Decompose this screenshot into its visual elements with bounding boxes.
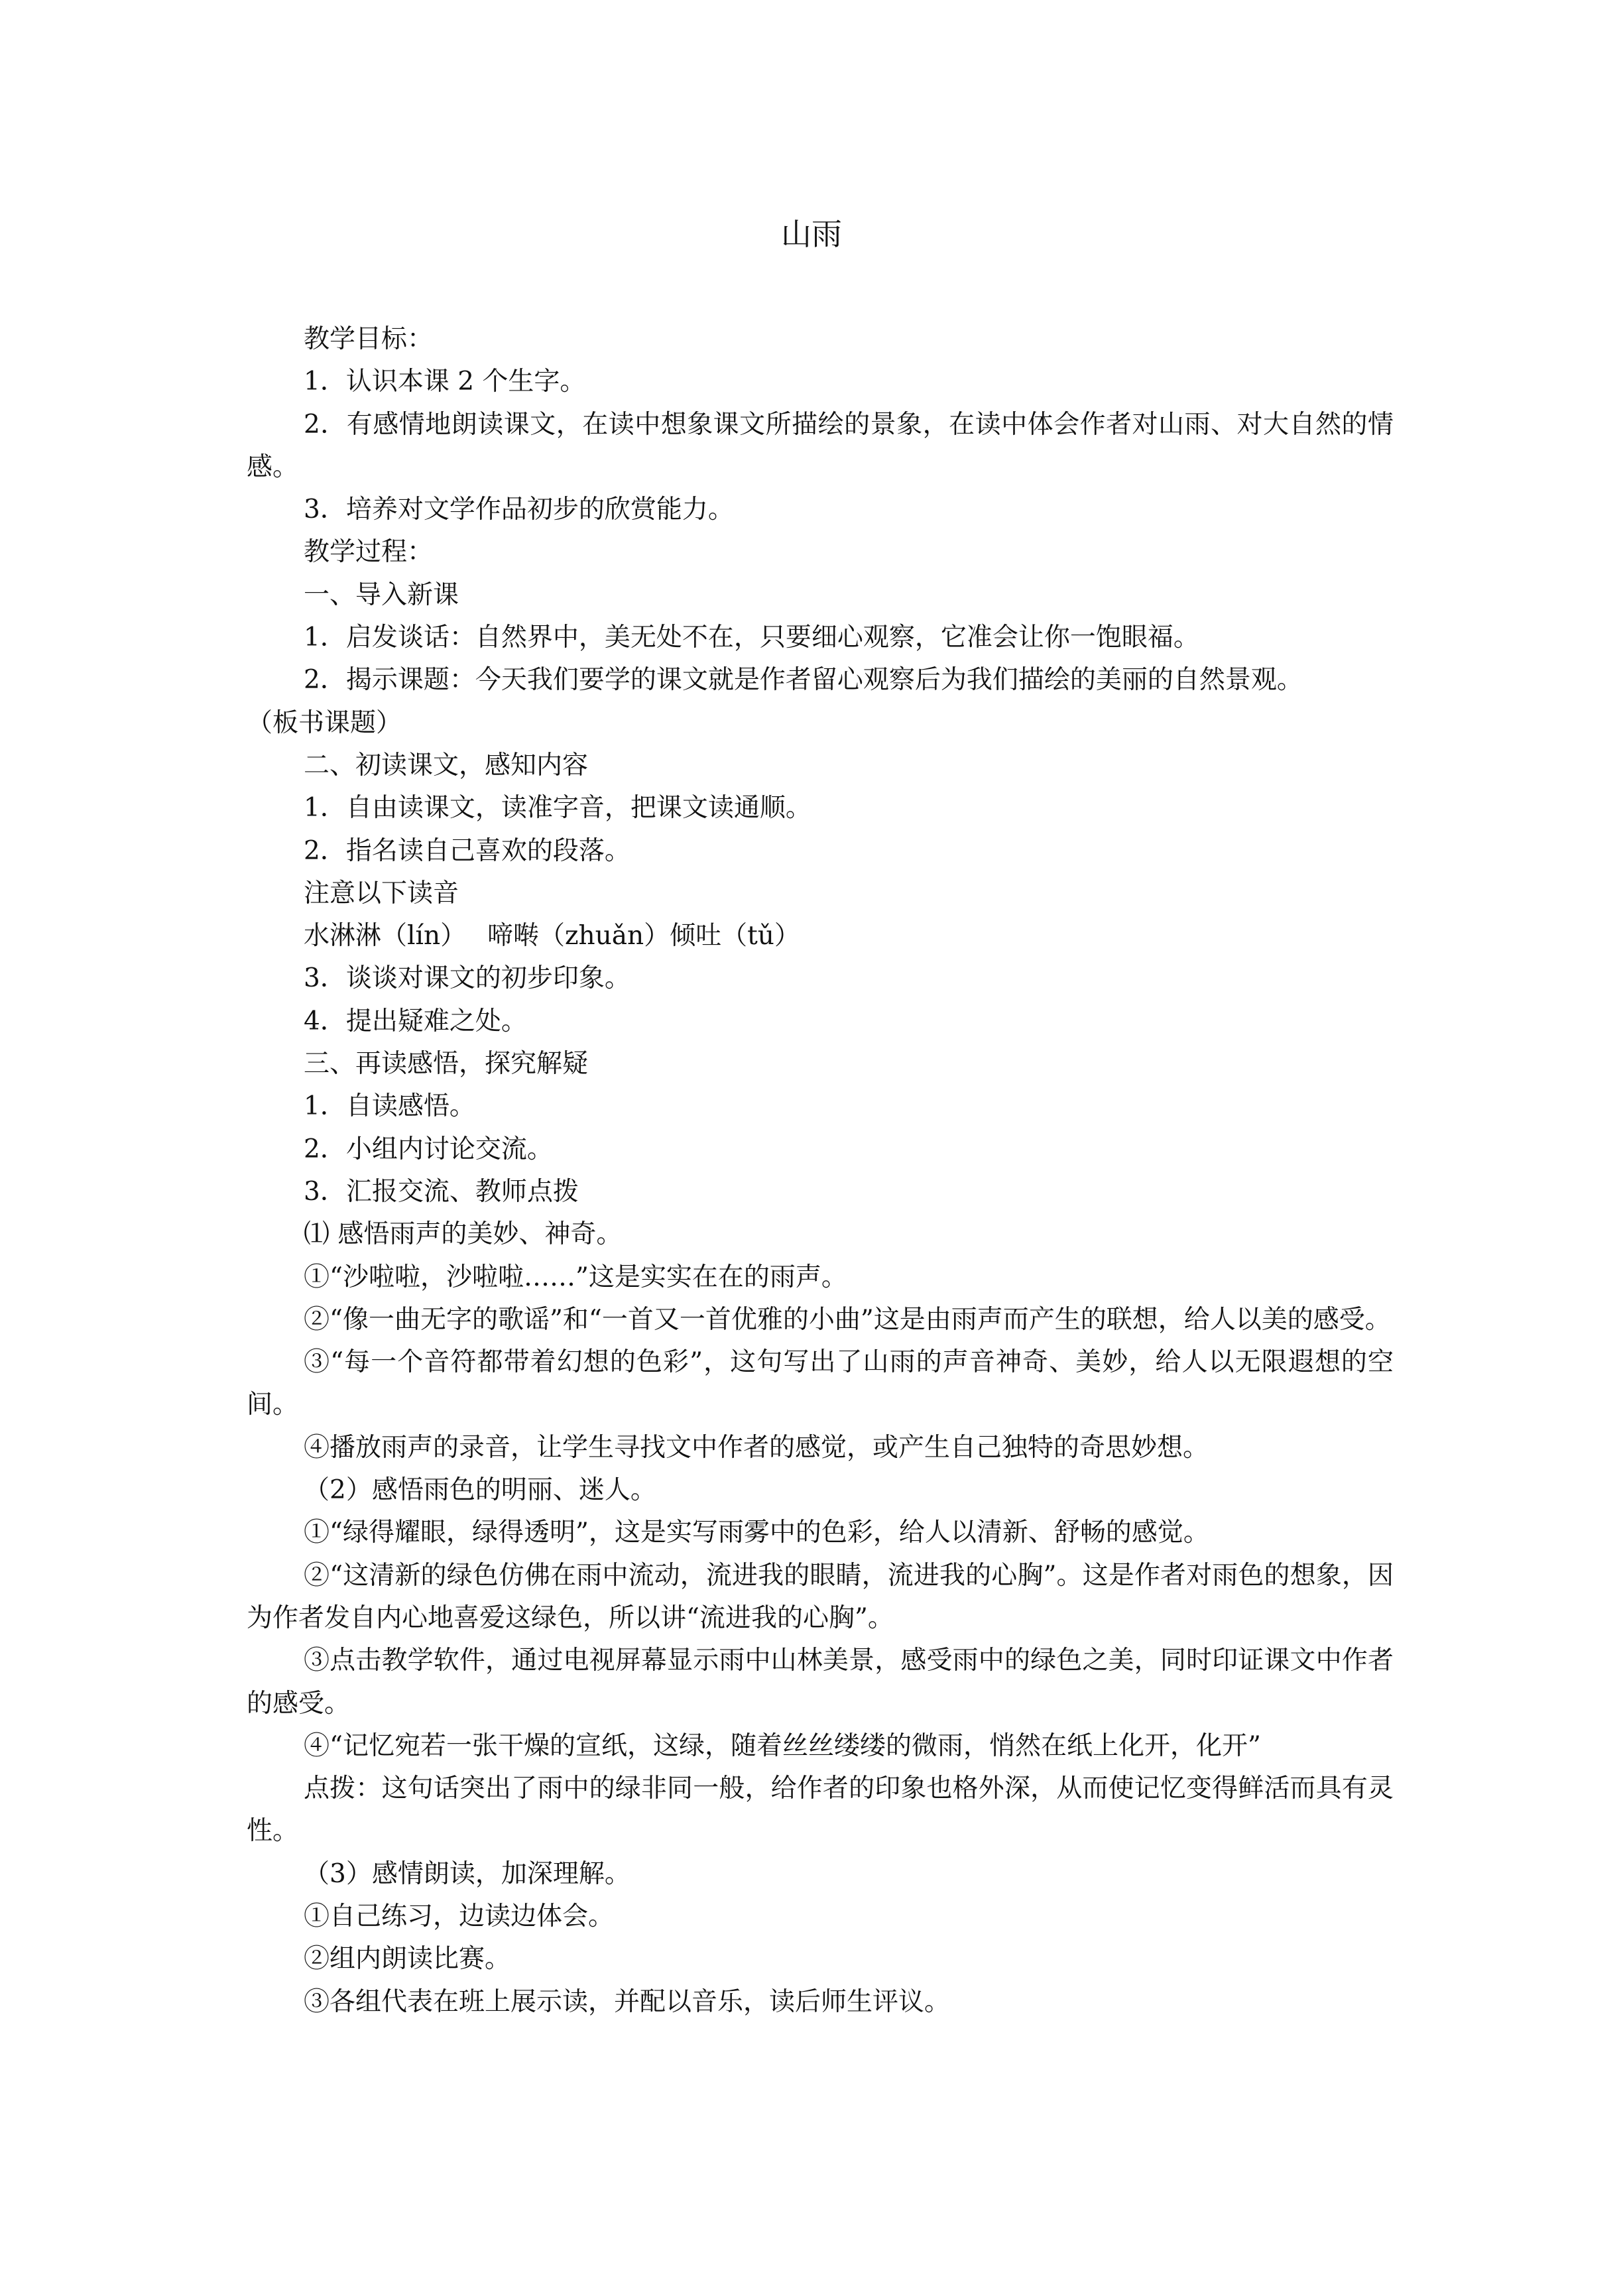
step-heading: 一、导入新课 bbox=[304, 579, 459, 610]
sub-item: ③各组代表在班上展示读，并配以音乐，读后师生评议。 bbox=[304, 1986, 951, 2017]
step-note: （板书课题） bbox=[247, 707, 402, 738]
step-item: 3．汇报交流、教师点拨 bbox=[304, 1176, 579, 1207]
document-body bbox=[247, 318, 1394, 2024]
sub-item-note: 点拨：这句话突出了雨中的绿非同一般，给作者的印象也格外深，从而使记忆变得鲜活而具有灵性。 bbox=[247, 1774, 1394, 1846]
sub-heading: （2）感悟雨色的明丽、迷人。 bbox=[304, 1475, 656, 1506]
step-item: 1．启发谈话：自然界中，美无处不在，只要细心观察，它准会让你一饱眼福。 bbox=[304, 623, 1199, 653]
objective-item: 1．认识本课 2 个生字。 bbox=[304, 367, 586, 397]
sub-item: ①“沙啦啦，沙啦啦……”这是实实在在的雨声。 bbox=[304, 1262, 847, 1292]
step-item: 2．指名读自己喜欢的段落。 bbox=[304, 835, 631, 866]
step-item: 3．谈谈对课文的初步印象。 bbox=[304, 963, 631, 994]
sub-item: ②“这清新的绿色仿佛在雨中流动，流进我的眼睛，流进我的心胸”。这是作者对雨色的想象，因为作者发自内心地喜爱这绿色，所以讲“流进我的心胸”。 bbox=[247, 1560, 1394, 1633]
sub-item: ①“绿得耀眼，绿得透明”，这是实写雨雾中的色彩，给人以清新、舒畅的感觉。 bbox=[304, 1518, 1209, 1548]
document-title: 山雨 bbox=[781, 216, 842, 252]
sub-item: ②“像一曲无字的歌谣”和“一首又一首优雅的小曲”这是由雨声而产生的联想，给人以美的感受。 bbox=[304, 1304, 1391, 1335]
step-item: 4．提出疑难之处。 bbox=[304, 1006, 527, 1036]
sub-heading: ⑴ 感悟雨声的美妙、神奇。 bbox=[304, 1219, 623, 1250]
pronunciation-note: 注意以下读音 bbox=[304, 878, 459, 908]
step-item: 2．小组内讨论交流。 bbox=[304, 1134, 553, 1164]
sub-item: ②组内朗读比赛。 bbox=[304, 1944, 511, 1974]
step-item: 1．自读感悟。 bbox=[304, 1091, 475, 1122]
sub-item: ④“记忆宛若一张干燥的宣纸，这绿，随着丝丝缕缕的微雨，悄然在纸上化开，化开” bbox=[304, 1730, 1261, 1761]
section-heading-process: 教学过程： bbox=[304, 537, 434, 568]
section-heading-objectives: 教学目标： bbox=[304, 324, 434, 354]
step-heading: 二、初读课文，感知内容 bbox=[304, 750, 589, 780]
sub-item: ③点击教学软件，通过电视屏幕显示雨中山林美景，感受雨中的绿色之美，同时印证课文中作者的感受。 bbox=[247, 1646, 1394, 1719]
objective-item: 3．培养对文学作品初步的欣赏能力。 bbox=[304, 495, 734, 525]
pronunciation-list: 水淋淋（lín） 啼啭（zhuǎn）倾吐（tǔ） bbox=[304, 921, 800, 951]
sub-heading: （3）感情朗读，加深理解。 bbox=[304, 1858, 631, 1889]
sub-item: ③“每一个音符都带着幻想的色彩”，这句写出了山雨的声音神奇、美妙，给人以无限遐想的空间。 bbox=[247, 1347, 1394, 1420]
step-heading: 三、再读感悟，探究解疑 bbox=[304, 1049, 589, 1079]
objective-item: 2．有感情地朗读课文，在读中想象课文所描绘的景象，在读中体会作者对山雨、对大自然的情感。 bbox=[247, 409, 1394, 482]
sub-item: ①自己练习，边读边体会。 bbox=[304, 1901, 615, 1931]
step-item: 1．自由读课文，读准字音，把课文读通顺。 bbox=[304, 793, 812, 823]
step-item: 2．揭示课题：今天我们要学的课文就是作者留心观察后为我们描绘的美丽的自然景观。 bbox=[304, 665, 1303, 695]
sub-item: ④播放雨声的录音，让学生寻找文中作者的感觉，或产生自己独特的奇思妙想。 bbox=[304, 1432, 1209, 1463]
